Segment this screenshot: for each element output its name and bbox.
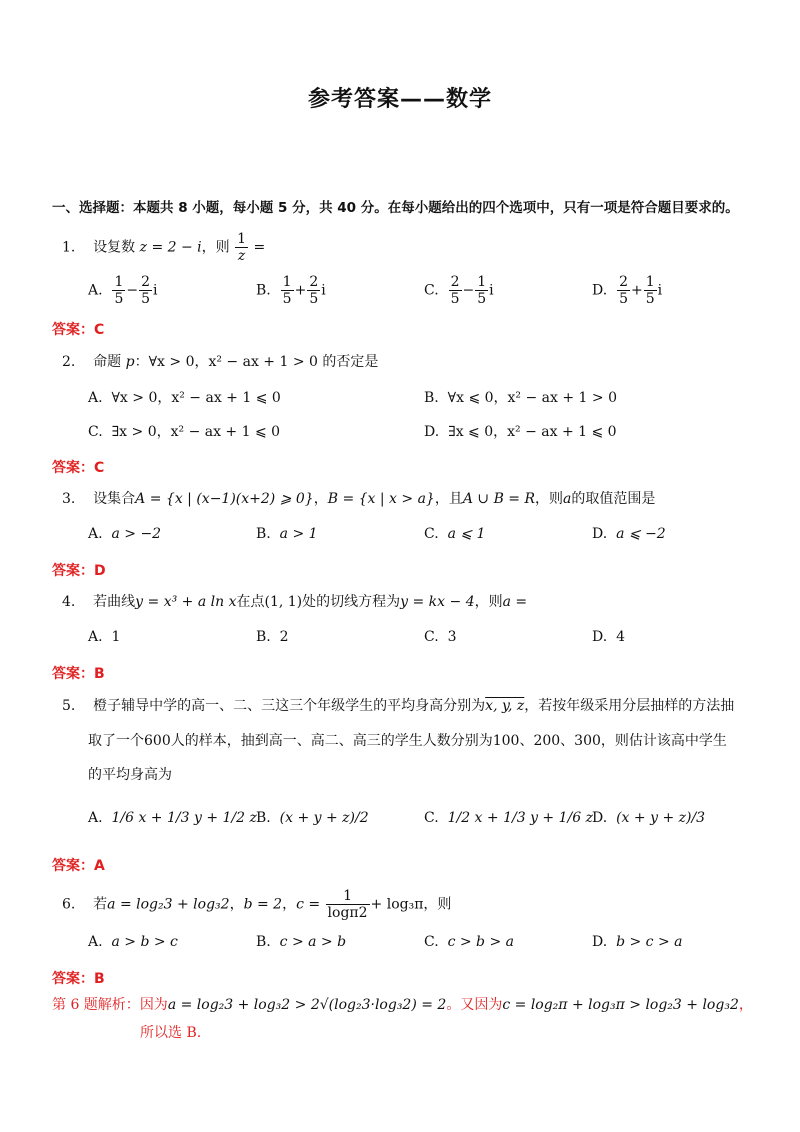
- answer-value: C: [94, 460, 105, 476]
- option-c: [424, 274, 494, 307]
- analysis-text: 因为: [139, 997, 168, 1013]
- fraction: [235, 231, 248, 264]
- question-stem-mid: ，且: [434, 491, 463, 507]
- option-label: D.: [592, 282, 608, 299]
- analysis-text: ，: [738, 997, 753, 1013]
- fraction-denominator: 5: [141, 291, 151, 307]
- option-label: C.: [88, 424, 103, 440]
- option-d: [592, 274, 662, 307]
- tangent-expression: y = kx − 4: [400, 594, 475, 610]
- answer-6: [52, 968, 105, 988]
- analysis-math: c = log₂π + log₃π > log₂3 + log₃2: [502, 997, 739, 1013]
- fraction-denominator: 5: [309, 291, 319, 307]
- imaginary-unit: i: [321, 282, 326, 299]
- option-text: 1/2 x + 1/3 y + 1/6 z: [447, 810, 593, 826]
- option-text: a > −2: [111, 526, 162, 542]
- question-stem: 命题: [93, 354, 122, 370]
- option-text: b > c > a: [616, 934, 683, 950]
- fraction: [326, 888, 370, 921]
- option-text: ∀x > 0，x² − ax + 1 ⩽ 0: [111, 390, 281, 406]
- question-number: 3.: [62, 491, 76, 507]
- answer-value: D: [94, 563, 106, 579]
- fraction-denominator: 5: [450, 291, 460, 307]
- option-label: B.: [256, 629, 271, 645]
- fraction-numerator: 1: [326, 888, 370, 905]
- option-text: 3: [447, 629, 457, 645]
- separator: ，: [313, 491, 328, 507]
- option-a: [88, 274, 158, 307]
- option-d: [592, 808, 705, 828]
- c-expression: c =: [296, 896, 321, 913]
- option-c: [424, 524, 485, 544]
- fraction: [112, 274, 125, 307]
- option-label: B.: [256, 810, 271, 826]
- fraction-numerator: 1: [237, 231, 247, 247]
- fraction-numerator: 2: [141, 274, 151, 290]
- answer-1: [52, 319, 104, 339]
- question-2: [62, 352, 378, 372]
- option-a: [88, 627, 120, 647]
- question-1: [62, 231, 265, 264]
- question-stem: 若: [93, 896, 108, 913]
- answer-2: [52, 457, 104, 477]
- separator: ，: [229, 896, 244, 913]
- option-label: C.: [424, 526, 439, 542]
- question-stem-post: ，则: [474, 594, 503, 610]
- option-text: (x + y + z)/3: [616, 810, 706, 826]
- a-expression: a = log₂3 + log₃2: [107, 896, 230, 913]
- fraction-denominator: 5: [477, 291, 487, 307]
- fraction-numerator: 1: [645, 274, 655, 290]
- option-text: a > b > c: [111, 934, 178, 950]
- option-d: [592, 627, 625, 647]
- option-label: A.: [88, 629, 103, 645]
- point: (1, 1): [264, 594, 303, 610]
- fraction-denominator: 5: [645, 291, 655, 307]
- analysis-text: 。又因为: [446, 997, 503, 1013]
- question-number: 1.: [62, 239, 76, 256]
- analysis-math: a = log₂3 + log₃2 > 2√(log₂3·log₃2) = 2: [167, 997, 447, 1013]
- option-text: ∀x ⩽ 0，x² − ax + 1 > 0: [447, 390, 617, 406]
- option-d: [592, 524, 666, 544]
- option-b: [256, 274, 326, 307]
- option-text: a ⩽ 1: [447, 526, 486, 542]
- fraction-numerator: 2: [619, 274, 629, 290]
- fraction: [281, 274, 294, 307]
- answer-3: [52, 560, 106, 580]
- option-b: [256, 808, 369, 828]
- option-text: a > 1: [279, 526, 318, 542]
- option-label: A.: [88, 810, 103, 826]
- option-label: D.: [592, 934, 608, 950]
- fraction: [449, 274, 462, 307]
- option-d: [592, 932, 683, 952]
- question-stem-post: 的否定是: [322, 354, 379, 370]
- fraction-denominator: z: [237, 248, 246, 264]
- answer-prefix: 答案：: [52, 666, 94, 682]
- option-a: [88, 524, 161, 544]
- fraction-numerator: 1: [477, 274, 487, 290]
- question-stem-tail: 的取值范围是: [571, 491, 656, 507]
- option-text: ∃x > 0，x² − ax + 1 ⩽ 0: [111, 424, 281, 440]
- option-a: [88, 388, 281, 408]
- fraction-numerator: 2: [309, 274, 319, 290]
- fraction-denominator: logπ2: [327, 905, 368, 921]
- set-a: A = {x | (x−1)(x+2) ⩾ 0}: [135, 491, 314, 507]
- option-label: C.: [424, 810, 439, 826]
- option-text: (x + y + z)/2: [279, 810, 369, 826]
- question-stem-post: ，则: [423, 896, 452, 913]
- option-label: C.: [424, 934, 439, 950]
- option-c: [88, 422, 280, 442]
- operator: −: [126, 282, 139, 299]
- imaginary-unit: i: [489, 282, 494, 299]
- question-stem-post: ，若按年级采用分层抽样的方法抽: [524, 698, 735, 714]
- answer-prefix: 答案：: [52, 858, 94, 874]
- option-label: B.: [256, 934, 271, 950]
- answer-prefix: 答案：: [52, 460, 94, 476]
- section-header: 一、选择题：本题共 8 小题，每小题 5 分，共 40 分。在每小题给出的四个选项中，只有一项是符合题目要求的。: [52, 200, 739, 216]
- question-math: ：∀x > 0，x² − ax + 1 > 0: [134, 354, 318, 370]
- question-stem-mid2: 处的切线方程为: [302, 594, 401, 610]
- analysis-line-1: [52, 995, 753, 1015]
- option-text: c > a > b: [279, 934, 347, 950]
- option-text: a ⩽ −2: [616, 526, 666, 542]
- answer-value: B: [94, 971, 105, 987]
- analysis-line-2: 所以选 B.: [140, 1025, 202, 1041]
- fraction: [307, 274, 320, 307]
- answer-4: [52, 663, 105, 683]
- analysis-label: 第 6 题解析：: [52, 997, 140, 1013]
- answer-prefix: 答案：: [52, 563, 94, 579]
- question-3: [62, 489, 655, 509]
- option-label: A.: [88, 282, 103, 299]
- option-label: B.: [256, 282, 271, 299]
- option-text: 1: [111, 629, 121, 645]
- fraction-denominator: 5: [619, 291, 629, 307]
- option-b: [424, 388, 617, 408]
- option-label: D.: [592, 629, 608, 645]
- curve-expression: y = x³ + a ln x: [135, 594, 237, 610]
- page-title: 参考答案——数学: [307, 87, 492, 112]
- question-stem: 橙子辅导中学的高一、二、三这三个年级学生的平均身高分别为: [93, 698, 486, 714]
- option-label: C.: [424, 282, 439, 299]
- option-label: C.: [424, 629, 439, 645]
- question-number: 4.: [62, 594, 76, 610]
- proposition-symbol: p: [125, 354, 135, 370]
- question-stem-post: ，则: [535, 491, 564, 507]
- option-text: c > b > a: [447, 934, 514, 950]
- option-label: A.: [88, 526, 103, 542]
- operator: +: [631, 282, 643, 299]
- question-ask: a =: [502, 594, 528, 610]
- question-math: z = 2 − i: [139, 239, 202, 256]
- fraction: [644, 274, 657, 307]
- c-expression-tail: + log₃π: [370, 896, 424, 913]
- question-6: [62, 888, 451, 921]
- option-c: [424, 627, 457, 647]
- option-c: [424, 932, 514, 952]
- option-d: [424, 422, 617, 442]
- option-label: B.: [256, 526, 271, 542]
- option-label: A.: [88, 934, 103, 950]
- fraction-numerator: 1: [114, 274, 124, 290]
- option-label: D.: [592, 810, 608, 826]
- fraction: [139, 274, 152, 307]
- option-label: D.: [424, 424, 440, 440]
- question-stem: 若曲线: [93, 594, 136, 610]
- question-stem: 设复数: [93, 239, 136, 256]
- question-number: 6.: [62, 896, 76, 913]
- option-text: 2: [279, 629, 289, 645]
- option-label: A.: [88, 390, 103, 406]
- option-a: [88, 808, 257, 828]
- separator: ，: [282, 896, 297, 913]
- variable: a: [563, 491, 572, 507]
- option-label: B.: [424, 390, 439, 406]
- answer-value: B: [94, 666, 105, 682]
- question-5: [62, 696, 734, 716]
- question-5-line-2: 取了一个600人的样本，抽到高一、高二、高三的学生人数分别为100、200、300，则估计该高中学生: [88, 733, 727, 749]
- answer-value: A: [94, 858, 105, 874]
- question-4: [62, 592, 527, 612]
- fraction-numerator: 2: [450, 274, 460, 290]
- answer-5: [52, 855, 105, 875]
- operator: +: [294, 282, 307, 299]
- mean-variables: x, y, z: [485, 698, 525, 714]
- question-number: 5.: [62, 698, 76, 714]
- union-expression: A ∪ B = R: [462, 491, 536, 507]
- answer-prefix: 答案：: [52, 322, 94, 338]
- answer-value: C: [94, 322, 105, 338]
- fraction-denominator: 5: [282, 291, 292, 307]
- imaginary-unit: i: [153, 282, 158, 299]
- option-text: ∃x ⩽ 0，x² − ax + 1 ⩽ 0: [448, 424, 617, 440]
- operator: −: [462, 282, 475, 299]
- option-text: 1/6 x + 1/3 y + 1/2 z: [111, 810, 257, 826]
- option-b: [256, 627, 289, 647]
- question-number: 2.: [62, 354, 76, 370]
- option-b: [256, 932, 346, 952]
- fraction: [475, 274, 488, 307]
- fraction: [617, 274, 630, 307]
- equals-sign: =: [253, 239, 266, 256]
- set-b: B = {x | x > a}: [327, 491, 435, 507]
- question-stem: 设集合: [93, 491, 136, 507]
- fraction-denominator: 5: [114, 291, 124, 307]
- question-5-line-3: 的平均身高为: [88, 767, 172, 783]
- imaginary-unit: i: [657, 282, 663, 299]
- b-expression: b = 2: [243, 896, 283, 913]
- option-b: [256, 524, 318, 544]
- fraction-numerator: 1: [282, 274, 292, 290]
- option-c: [424, 808, 593, 828]
- answer-prefix: 答案：: [52, 971, 94, 987]
- option-text: 4: [616, 629, 626, 645]
- question-stem-post: ，则: [201, 239, 230, 256]
- option-a: [88, 932, 178, 952]
- option-label: D.: [592, 526, 608, 542]
- question-stem-mid: 在点: [236, 594, 265, 610]
